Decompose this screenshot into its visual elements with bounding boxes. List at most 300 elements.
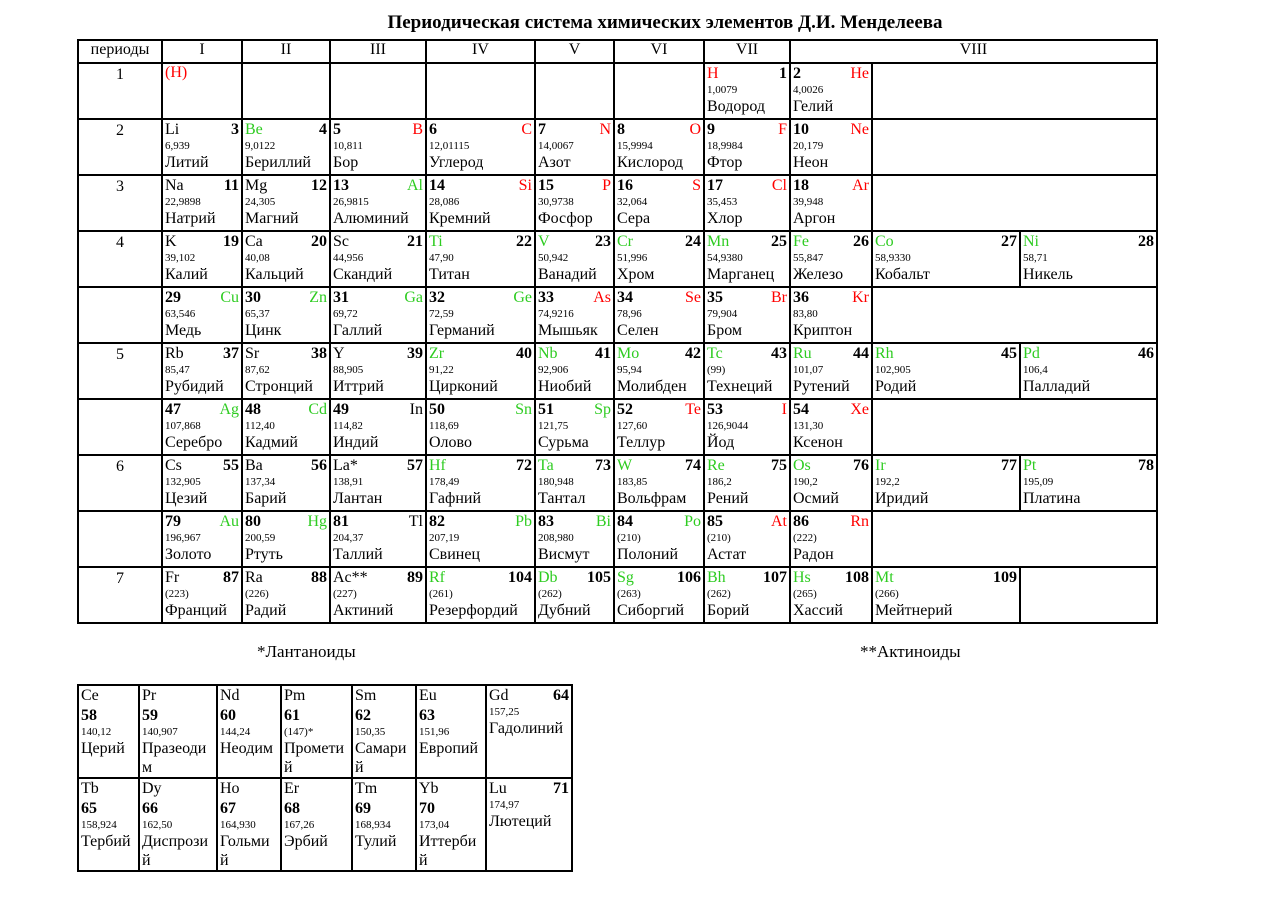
atomic-number: 20 — [311, 233, 327, 250]
period-label: 1 — [78, 63, 162, 119]
atomic-mass: 208,980 — [538, 532, 574, 544]
atomic-mass: 204,37 — [333, 532, 364, 544]
element-name: Ксенон — [793, 434, 843, 451]
element-name: Криптон — [793, 322, 853, 339]
element-name: Ванадий — [538, 266, 597, 283]
element-symbol: K — [165, 233, 177, 250]
atomic-mass: 18,9984 — [707, 140, 743, 152]
element-Au — [162, 511, 242, 567]
element-name: Йод — [707, 434, 735, 451]
atomic-number: 26 — [853, 233, 869, 250]
element-symbol: Db — [538, 569, 558, 586]
element-name: Бор — [333, 154, 359, 171]
atomic-number: 57 — [407, 457, 423, 474]
atomic-mass: 140,907 — [142, 726, 178, 738]
atomic-number: 64 — [553, 687, 569, 704]
element-Db — [535, 567, 614, 623]
element-symbol: F — [778, 121, 787, 138]
atomic-mass: (226) — [245, 588, 269, 600]
element-name: Кремний — [429, 210, 491, 227]
element-name: Молибден — [617, 378, 687, 395]
atomic-number: 104 — [508, 569, 532, 586]
element-name: Барий — [245, 490, 287, 507]
atomic-number: 10 — [793, 121, 809, 138]
element-V — [535, 231, 614, 287]
atomic-number: 78 — [1138, 457, 1154, 474]
atomic-number: 37 — [223, 345, 239, 362]
atomic-number: 61 — [284, 707, 300, 724]
element-Mn — [704, 231, 790, 287]
header-1: I — [162, 40, 242, 63]
atomic-mass: 190,2 — [793, 476, 818, 488]
element-symbol: Rn — [850, 513, 869, 530]
atomic-mass: 95,94 — [617, 364, 642, 376]
element-symbol: Pr — [142, 687, 157, 704]
empty-cell — [1020, 567, 1157, 623]
element-K — [162, 231, 242, 287]
element-name: Селен — [617, 322, 659, 339]
atomic-number: 52 — [617, 401, 633, 418]
atomic-mass: 55,847 — [793, 252, 824, 264]
atomic-mass: 72,59 — [429, 308, 454, 320]
atomic-number: 82 — [429, 513, 445, 530]
atomic-mass: 65,37 — [245, 308, 270, 320]
element-symbol: Hs — [793, 569, 811, 586]
atomic-mass: 30,9738 — [538, 196, 574, 208]
element-Ba — [242, 455, 330, 511]
header-4: IV — [426, 40, 535, 63]
atomic-number: 71 — [553, 780, 569, 797]
element-symbol: Ba — [245, 457, 263, 474]
element-Xe — [790, 399, 872, 455]
atomic-mass: (262) — [538, 588, 562, 600]
element-symbol: Si — [518, 177, 532, 194]
atomic-mass: 118,69 — [429, 420, 459, 432]
atomic-mass: 173,04 — [419, 819, 450, 831]
atomic-number: 109 — [993, 569, 1017, 586]
atomic-number: 25 — [771, 233, 787, 250]
element-Ra — [242, 567, 330, 623]
atomic-mass: 106,4 — [1023, 364, 1048, 376]
element-symbol: B — [412, 121, 423, 138]
atomic-mass: 195,09 — [1023, 476, 1054, 488]
element-symbol: Cr — [617, 233, 633, 250]
element-Co — [872, 231, 1020, 287]
element-symbol: Kr — [852, 289, 869, 306]
element-symbol: I — [781, 401, 787, 418]
element-Ge — [426, 287, 535, 343]
element-Ca — [242, 231, 330, 287]
element-name: Бром — [707, 322, 743, 339]
hydrogen-bracket: (H) — [165, 64, 188, 81]
element-symbol: Cl — [771, 177, 787, 194]
element-symbol: Ho — [220, 780, 240, 797]
element-Er — [281, 778, 352, 871]
atomic-mass: 126,9044 — [707, 420, 749, 432]
element-name: Радон — [793, 546, 834, 563]
atomic-mass: 32,064 — [617, 196, 648, 208]
element-name: Франций — [165, 602, 227, 619]
period-label: 2 — [78, 119, 162, 175]
element-symbol: Ti — [429, 233, 443, 250]
atomic-number: 38 — [311, 345, 327, 362]
element-Ac — [330, 567, 426, 623]
atomic-mass: 107,868 — [165, 420, 201, 432]
atomic-mass: 167,26 — [284, 819, 315, 831]
atomic-number: 8 — [617, 121, 625, 138]
period-label: 3 — [78, 175, 162, 231]
element-name: Астат — [707, 546, 747, 563]
atomic-mass: 50,942 — [538, 252, 569, 264]
element-As — [535, 287, 614, 343]
atomic-number: 107 — [763, 569, 787, 586]
element-Yb — [416, 778, 486, 871]
atomic-number: 3 — [231, 121, 239, 138]
atomic-mass: 144,24 — [220, 726, 251, 738]
element-Ga — [330, 287, 426, 343]
atomic-number: 63 — [419, 707, 435, 724]
element-name: Бериллий — [245, 154, 311, 171]
empty-cell — [426, 63, 535, 119]
header-7: VII — [704, 40, 790, 63]
atomic-mass: 6,939 — [165, 140, 190, 152]
element-symbol: Gd — [489, 687, 509, 704]
element-symbol: Ni — [1023, 233, 1039, 250]
element-name: Теллур — [617, 434, 666, 451]
element-Sn — [426, 399, 535, 455]
element-symbol: Au — [219, 513, 239, 530]
element-symbol: Sc — [333, 233, 349, 250]
element-name: Литий — [165, 154, 209, 171]
atomic-number: 29 — [165, 289, 181, 306]
atomic-number: 108 — [845, 569, 869, 586]
atomic-mass: 44,956 — [333, 252, 364, 264]
atomic-mass: 114,82 — [333, 420, 363, 432]
atomic-mass: 69,72 — [333, 308, 358, 320]
element-name: Осмий — [793, 490, 839, 507]
element-Hg — [242, 511, 330, 567]
element-symbol: Mo — [617, 345, 640, 362]
atomic-number: 81 — [333, 513, 349, 530]
element-Ho — [217, 778, 281, 871]
atomic-number: 33 — [538, 289, 554, 306]
atomic-mass: (222) — [793, 532, 817, 544]
atomic-number: 13 — [333, 177, 349, 194]
element-name: Рений — [707, 490, 749, 507]
atomic-mass: 83,80 — [793, 308, 818, 320]
atomic-number: 31 — [333, 289, 349, 306]
element-symbol: Se — [685, 289, 701, 306]
element-symbol: Yb — [419, 780, 439, 797]
atomic-mass: 121,75 — [538, 420, 569, 432]
atomic-number: 41 — [595, 345, 611, 362]
element-symbol: Lu — [489, 780, 507, 797]
element-In — [330, 399, 426, 455]
element-symbol: Cu — [220, 289, 239, 306]
element-Pd — [1020, 343, 1157, 399]
element-Pt — [1020, 455, 1157, 511]
header-3: III — [330, 40, 426, 63]
atomic-number: 48 — [245, 401, 261, 418]
atomic-mass: (210) — [707, 532, 731, 544]
element-name: Таллий — [333, 546, 383, 563]
atomic-number: 7 — [538, 121, 546, 138]
element-name: Алюминий — [333, 210, 409, 227]
atomic-number: 56 — [311, 457, 327, 474]
element-Ar — [790, 175, 872, 231]
atomic-mass: 91,22 — [429, 364, 454, 376]
empty-cell — [872, 511, 1157, 567]
element-name: Цирконий — [429, 378, 498, 395]
element-name: Натрий — [165, 210, 216, 227]
element-name: Диспрозий — [142, 833, 209, 869]
element-name: Платина — [1023, 490, 1081, 507]
atomic-mass: 151,96 — [419, 726, 450, 738]
header-0: периоды — [78, 40, 162, 63]
element-symbol: As — [593, 289, 611, 306]
atomic-number: 86 — [793, 513, 809, 530]
element-name: Золото — [165, 546, 212, 563]
element-symbol: Ag — [219, 401, 239, 418]
header-2: II — [242, 40, 330, 63]
element-Be — [242, 119, 330, 175]
atomic-number: 18 — [793, 177, 809, 194]
element-symbol: Li — [165, 121, 180, 138]
element-symbol: Co — [875, 233, 894, 250]
element-Rh — [872, 343, 1020, 399]
atomic-mass: 51,996 — [617, 252, 648, 264]
atomic-number: 17 — [707, 177, 723, 194]
element-Bi — [535, 511, 614, 567]
element-symbol: Te — [685, 401, 701, 418]
atomic-mass: 186,2 — [707, 476, 732, 488]
period-row — [78, 119, 1157, 175]
element-W — [614, 455, 704, 511]
atomic-number: 73 — [595, 457, 611, 474]
element-Se — [614, 287, 704, 343]
element-name: Свинец — [429, 546, 481, 563]
element-Na — [162, 175, 242, 231]
element-symbol: Cd — [308, 401, 327, 418]
element-name: Водород — [707, 98, 766, 115]
element-B — [330, 119, 426, 175]
atomic-mass: 14,0067 — [538, 140, 574, 152]
atomic-mass: 168,934 — [355, 819, 391, 831]
element-symbol: Mn — [707, 233, 730, 250]
atomic-number: 2 — [793, 65, 801, 82]
element-Sg — [614, 567, 704, 623]
element-Cl — [704, 175, 790, 231]
element-name: Тулий — [355, 833, 397, 850]
element-name: Гафний — [429, 490, 482, 507]
atomic-mass: 112,40 — [245, 420, 275, 432]
element-Po — [614, 511, 704, 567]
element-Zr — [426, 343, 535, 399]
atomic-mass: (266) — [875, 588, 899, 600]
element-Si — [426, 175, 535, 231]
element-name: Радий — [245, 602, 287, 619]
period-row — [78, 511, 1157, 567]
atomic-mass: 58,9330 — [875, 252, 911, 264]
element-symbol: V — [538, 233, 550, 250]
atomic-number: 80 — [245, 513, 261, 530]
atomic-mass: 178,49 — [429, 476, 460, 488]
element-I — [704, 399, 790, 455]
atomic-number: 6 — [429, 121, 437, 138]
element-symbol: Ac** — [333, 569, 368, 586]
atomic-number: 106 — [677, 569, 701, 586]
element-name: Галлий — [333, 322, 383, 339]
element-Zn — [242, 287, 330, 343]
atomic-mass: 132,905 — [165, 476, 201, 488]
element-name: Церий — [81, 740, 125, 757]
element-name: Вольфрам — [617, 490, 687, 507]
element-Nd — [217, 685, 281, 778]
atomic-number: 12 — [311, 177, 327, 194]
element-Ti — [426, 231, 535, 287]
element-name: Азот — [538, 154, 571, 171]
element-name: Родий — [875, 378, 917, 395]
atomic-mass: 158,924 — [81, 819, 117, 831]
element-name: Сера — [617, 210, 651, 227]
period-row — [78, 343, 1157, 399]
lanthanide-row — [78, 685, 572, 778]
atomic-number: 36 — [793, 289, 809, 306]
lanthanides-table — [77, 684, 573, 872]
element-symbol: Zn — [309, 289, 327, 306]
period-label: 6 — [78, 455, 162, 511]
period-row — [78, 455, 1157, 511]
element-symbol: Ra — [245, 569, 263, 586]
empty-cell — [614, 63, 704, 119]
atomic-mass: 192,2 — [875, 476, 900, 488]
element-symbol: Ga — [404, 289, 423, 306]
atomic-number: 74 — [685, 457, 701, 474]
atomic-number: 51 — [538, 401, 554, 418]
atomic-number: 87 — [223, 569, 239, 586]
element-symbol: Ru — [793, 345, 812, 362]
element-name: Стронций — [245, 378, 313, 395]
element-Re — [704, 455, 790, 511]
element-Gd — [486, 685, 572, 778]
element-symbol: Mg — [245, 177, 268, 194]
element-name: Иттрий — [333, 378, 384, 395]
atomic-mass: 28,086 — [429, 196, 460, 208]
atomic-mass: 54,9380 — [707, 252, 743, 264]
element-symbol: Zr — [429, 345, 445, 362]
element-name: Цинк — [245, 322, 282, 339]
atomic-mass: (227) — [333, 588, 357, 600]
element-name: Неон — [793, 154, 829, 171]
actinides-caption: **Актиноиды — [860, 642, 961, 661]
element-symbol: Fr — [165, 569, 180, 586]
lanthanides-caption: *Лантаноиды — [257, 642, 356, 661]
element-symbol: Al — [407, 177, 423, 194]
atomic-number: 30 — [245, 289, 261, 306]
atomic-number: 39 — [407, 345, 423, 362]
atomic-mass: 15,9994 — [617, 140, 653, 152]
atomic-number: 35 — [707, 289, 723, 306]
element-Hs — [790, 567, 872, 623]
element-name: Гадолиний — [489, 720, 564, 737]
header-6: VI — [614, 40, 704, 63]
atomic-number: 72 — [516, 457, 532, 474]
atomic-mass: 40,08 — [245, 252, 270, 264]
atomic-mass: 162,50 — [142, 819, 173, 831]
element-symbol: Hf — [429, 457, 446, 474]
element-name: Гелий — [793, 98, 834, 115]
element-Tc — [704, 343, 790, 399]
element-name: Фосфор — [538, 210, 593, 227]
atomic-number: 84 — [617, 513, 633, 530]
atomic-number: 50 — [429, 401, 445, 418]
page-title: Периодическая система химических элементов Д.И. Менделеева — [387, 12, 943, 33]
empty-cell — [872, 63, 1157, 119]
element-F — [704, 119, 790, 175]
element-name: Иридий — [875, 490, 929, 507]
element-name: Празеодим — [142, 740, 207, 776]
element-Tm — [352, 778, 416, 871]
element-symbol: C — [521, 121, 532, 138]
element-symbol: Ce — [81, 687, 99, 704]
element-name: Аргон — [793, 210, 836, 227]
atomic-number: 9 — [707, 121, 715, 138]
element-Sc — [330, 231, 426, 287]
atomic-mass: 183,85 — [617, 476, 648, 488]
element-symbol: Nb — [538, 345, 558, 362]
element-Tl — [330, 511, 426, 567]
atomic-number: 28 — [1138, 233, 1154, 250]
element-symbol: Sm — [355, 687, 377, 704]
empty-cell — [242, 63, 330, 119]
atomic-number: 55 — [223, 457, 239, 474]
atomic-number: 22 — [516, 233, 532, 250]
element-symbol: Pd — [1023, 345, 1040, 362]
element-Eu — [416, 685, 486, 778]
element-name: Висмут — [538, 546, 590, 563]
element-name: Калий — [165, 266, 208, 283]
element-symbol: Sp — [594, 401, 611, 418]
atomic-number: 21 — [407, 233, 423, 250]
atomic-mass: (99) — [707, 364, 726, 376]
element-Cr — [614, 231, 704, 287]
atomic-number: 14 — [429, 177, 445, 194]
element-symbol: Br — [771, 289, 787, 306]
atomic-number: 75 — [771, 457, 787, 474]
atomic-mass: 180,948 — [538, 476, 574, 488]
element-name: Никель — [1023, 266, 1073, 283]
atomic-number: 59 — [142, 707, 158, 724]
element-symbol: Ar — [852, 177, 869, 194]
element-Ag — [162, 399, 242, 455]
element-name: Медь — [165, 322, 202, 339]
atomic-mass: 196,967 — [165, 532, 201, 544]
atomic-mass: 74,9216 — [538, 308, 574, 320]
periodic-table — [77, 39, 1158, 624]
element-symbol: Rf — [429, 569, 445, 586]
element-symbol: P — [602, 177, 611, 194]
atomic-number: 44 — [853, 345, 869, 362]
element-symbol: Cs — [165, 457, 182, 474]
element-symbol: Eu — [419, 687, 437, 704]
element-name: Самарий — [355, 740, 407, 776]
element-Pr — [139, 685, 217, 778]
atomic-number: 24 — [685, 233, 701, 250]
element-symbol: Na — [165, 177, 184, 194]
element-symbol: Rh — [875, 345, 894, 362]
element-Ne — [790, 119, 872, 175]
period-row — [78, 231, 1157, 287]
